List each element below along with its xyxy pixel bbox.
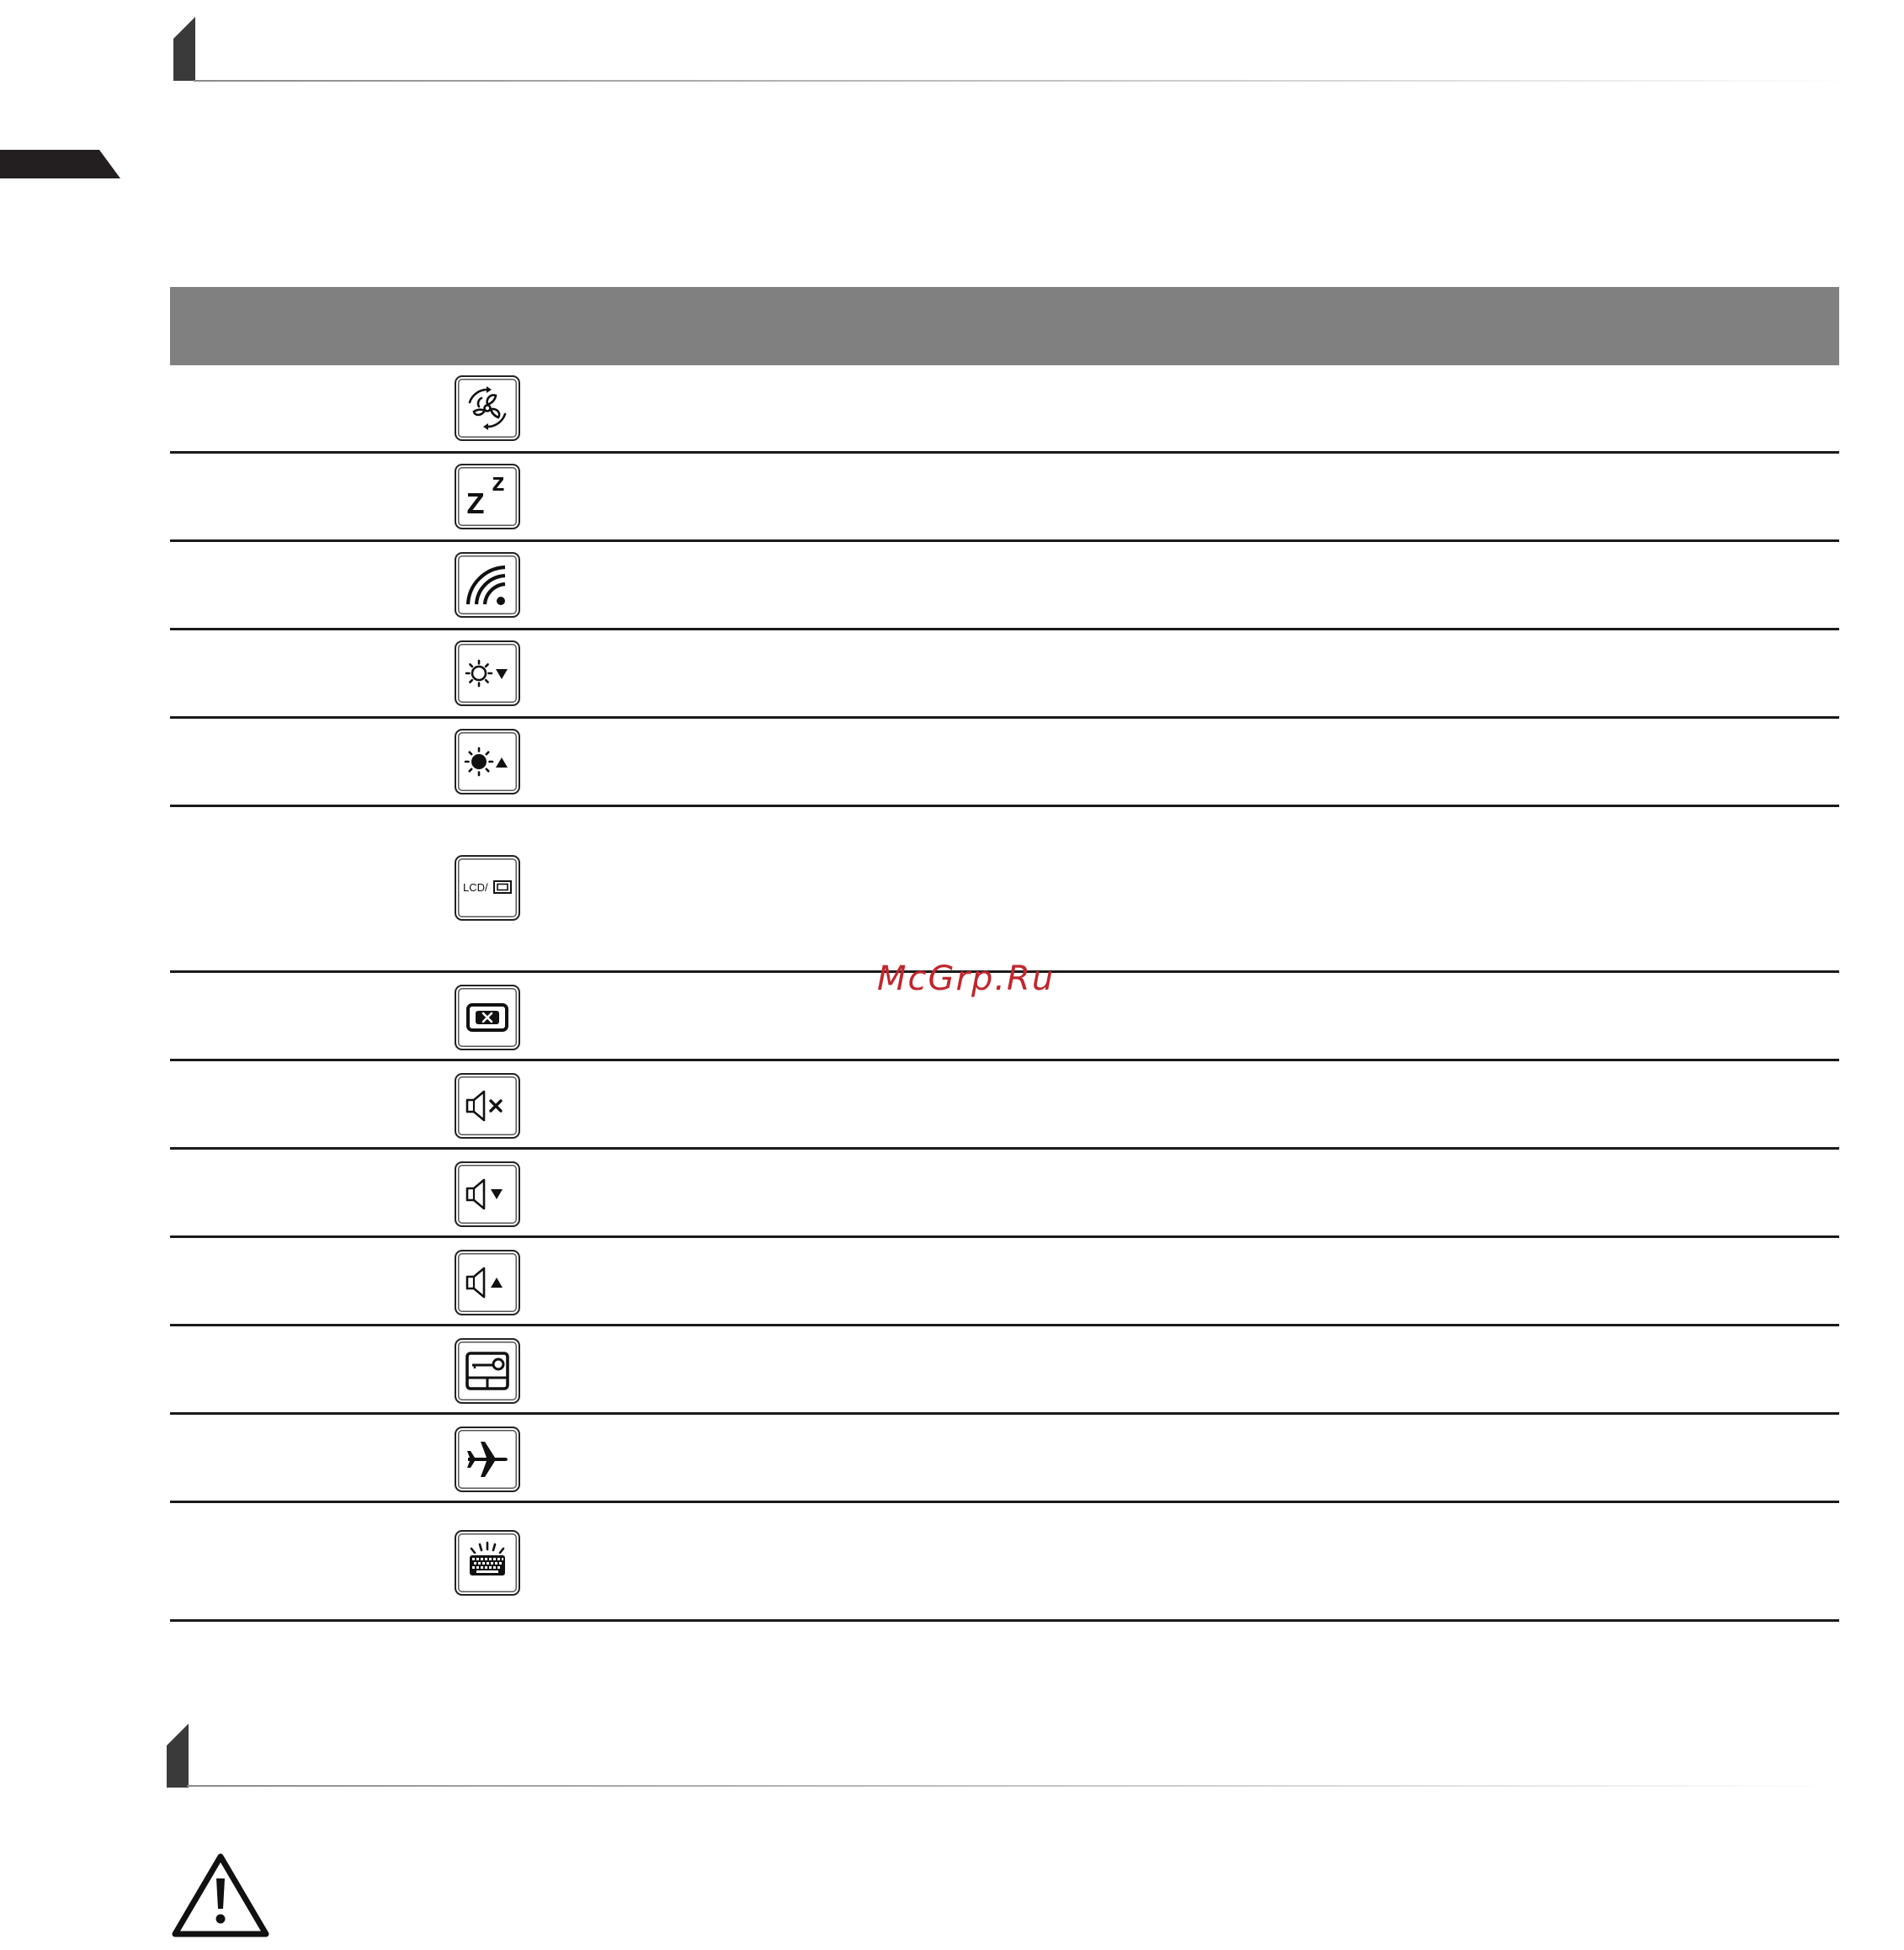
row-divider: [170, 451, 1839, 454]
airplane-mode-key: [455, 1427, 520, 1492]
section-marker: [173, 17, 195, 81]
screen-off-key: [455, 985, 520, 1050]
section-marker: [167, 1724, 189, 1788]
row-divider: [170, 628, 1839, 630]
row-divider: [170, 1412, 1839, 1415]
wireless-icon: [456, 554, 519, 616]
lcd-toggle-key: [455, 855, 520, 921]
watermark: McGrp.Ru: [877, 959, 1056, 998]
row-divider: [170, 1324, 1839, 1326]
brightness-up-icon: [456, 731, 519, 793]
keyboard-backlight-key: [455, 1530, 520, 1596]
screen-off-icon: [456, 986, 519, 1049]
wireless-key: [455, 552, 520, 618]
row-divider: [170, 1501, 1839, 1503]
fan-boost-key: [455, 375, 520, 441]
touchpad-lock-key: [455, 1338, 520, 1404]
volume-up-icon: [456, 1251, 519, 1314]
row-divider: [170, 1235, 1839, 1238]
warning-triangle-icon: [168, 1850, 273, 1939]
keyboard-backlight-icon: [456, 1532, 519, 1594]
row-divider: [170, 1059, 1839, 1061]
lcd-display-toggle-icon: [456, 857, 519, 919]
sleep-zz-icon: [456, 465, 519, 528]
row-divider: [170, 716, 1839, 719]
row-divider: [170, 539, 1839, 542]
fan-boost-icon: [456, 377, 519, 439]
sleep-key: [455, 464, 520, 529]
section-rule: [194, 80, 1856, 82]
brightness-down-key: [455, 640, 520, 706]
table-header: [170, 287, 1839, 365]
touchpad-lock-icon: [456, 1340, 519, 1402]
volume-down-key: [455, 1161, 520, 1227]
mute-icon: [456, 1075, 519, 1137]
lcd-key-label: LCD/: [463, 881, 488, 894]
section-rule: [187, 1785, 1837, 1787]
mute-key: [455, 1073, 520, 1139]
brightness-up-key: [455, 729, 520, 794]
brightness-down-icon: [456, 642, 519, 704]
volume-up-key: [455, 1250, 520, 1315]
airplane-mode-icon: [456, 1428, 519, 1490]
row-divider: [170, 805, 1839, 807]
chapter-thumb-tab: [0, 150, 120, 178]
row-divider: [170, 1147, 1839, 1150]
row-divider: [170, 1619, 1839, 1622]
volume-down-icon: [456, 1163, 519, 1225]
